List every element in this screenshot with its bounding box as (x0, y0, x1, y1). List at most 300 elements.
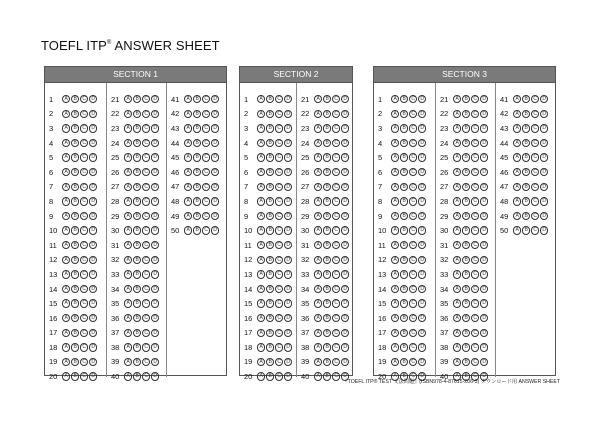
answer-bubble-d[interactable]: D (89, 110, 97, 118)
answer-bubble-c[interactable]: C (202, 110, 210, 118)
answer-bubble-a[interactable]: A (257, 197, 265, 205)
answer-bubble-d[interactable]: D (284, 372, 292, 380)
answer-bubble-c[interactable]: C (332, 197, 340, 205)
answer-bubble-d[interactable]: D (89, 285, 97, 293)
answer-bubble-b[interactable]: B (133, 285, 141, 293)
answer-bubble-c[interactable]: C (142, 358, 150, 366)
answer-bubble-b[interactable]: B (71, 168, 79, 176)
answer-bubble-d[interactable]: D (341, 314, 349, 322)
answer-bubble-a[interactable]: A (184, 153, 192, 161)
answer-bubble-d[interactable]: D (540, 95, 548, 103)
answer-bubble-a[interactable]: A (257, 183, 265, 191)
answer-bubble-c[interactable]: C (531, 212, 539, 220)
answer-bubble-d[interactable]: D (480, 314, 488, 322)
answer-bubble-d[interactable]: D (151, 372, 159, 380)
answer-bubble-b[interactable]: B (323, 153, 331, 161)
answer-bubble-c[interactable]: C (275, 168, 283, 176)
answer-bubble-c[interactable]: C (80, 256, 88, 264)
answer-bubble-d[interactable]: D (89, 270, 97, 278)
answer-bubble-c[interactable]: C (531, 183, 539, 191)
answer-bubble-c[interactable]: C (332, 372, 340, 380)
answer-bubble-c[interactable]: C (80, 110, 88, 118)
answer-bubble-c[interactable]: C (142, 168, 150, 176)
answer-bubble-b[interactable]: B (462, 270, 470, 278)
answer-bubble-a[interactable]: A (184, 110, 192, 118)
answer-bubble-b[interactable]: B (71, 212, 79, 220)
answer-bubble-d[interactable]: D (284, 285, 292, 293)
answer-bubble-d[interactable]: D (418, 372, 426, 380)
answer-bubble-d[interactable]: D (284, 299, 292, 307)
answer-bubble-c[interactable]: C (471, 168, 479, 176)
answer-bubble-c[interactable]: C (409, 124, 417, 132)
answer-bubble-c[interactable]: C (332, 212, 340, 220)
answer-bubble-d[interactable]: D (284, 226, 292, 234)
answer-bubble-d[interactable]: D (418, 110, 426, 118)
answer-bubble-d[interactable]: D (480, 372, 488, 380)
answer-bubble-d[interactable]: D (284, 329, 292, 337)
answer-bubble-a[interactable]: A (124, 95, 132, 103)
answer-bubble-a[interactable]: A (314, 270, 322, 278)
answer-bubble-d[interactable]: D (284, 124, 292, 132)
answer-bubble-d[interactable]: D (480, 110, 488, 118)
answer-bubble-c[interactable]: C (471, 358, 479, 366)
answer-bubble-a[interactable]: A (453, 226, 461, 234)
answer-bubble-a[interactable]: A (124, 168, 132, 176)
answer-bubble-c[interactable]: C (142, 314, 150, 322)
answer-bubble-b[interactable]: B (133, 110, 141, 118)
answer-bubble-d[interactable]: D (418, 358, 426, 366)
answer-bubble-d[interactable]: D (89, 226, 97, 234)
answer-bubble-d[interactable]: D (341, 139, 349, 147)
answer-bubble-a[interactable]: A (391, 329, 399, 337)
answer-bubble-c[interactable]: C (80, 285, 88, 293)
answer-bubble-c[interactable]: C (471, 256, 479, 264)
answer-bubble-d[interactable]: D (341, 343, 349, 351)
answer-bubble-b[interactable]: B (462, 358, 470, 366)
answer-bubble-d[interactable]: D (418, 270, 426, 278)
answer-bubble-b[interactable]: B (400, 168, 408, 176)
answer-bubble-c[interactable]: C (471, 183, 479, 191)
answer-bubble-c[interactable]: C (409, 256, 417, 264)
answer-bubble-c[interactable]: C (142, 139, 150, 147)
answer-bubble-a[interactable]: A (62, 343, 70, 351)
answer-bubble-d[interactable]: D (418, 329, 426, 337)
answer-bubble-d[interactable]: D (480, 270, 488, 278)
answer-bubble-b[interactable]: B (266, 168, 274, 176)
answer-bubble-b[interactable]: B (462, 226, 470, 234)
answer-bubble-d[interactable]: D (480, 285, 488, 293)
answer-bubble-c[interactable]: C (275, 299, 283, 307)
answer-bubble-a[interactable]: A (453, 153, 461, 161)
answer-bubble-d[interactable]: D (151, 329, 159, 337)
answer-bubble-a[interactable]: A (391, 110, 399, 118)
answer-bubble-d[interactable]: D (284, 358, 292, 366)
answer-bubble-b[interactable]: B (133, 226, 141, 234)
answer-bubble-c[interactable]: C (275, 197, 283, 205)
answer-bubble-c[interactable]: C (332, 124, 340, 132)
answer-bubble-d[interactable]: D (341, 212, 349, 220)
answer-bubble-d[interactable]: D (480, 153, 488, 161)
answer-bubble-d[interactable]: D (284, 168, 292, 176)
answer-bubble-d[interactable]: D (341, 197, 349, 205)
answer-bubble-d[interactable]: D (151, 139, 159, 147)
answer-bubble-b[interactable]: B (400, 372, 408, 380)
answer-bubble-c[interactable]: C (142, 197, 150, 205)
answer-bubble-a[interactable]: A (513, 168, 521, 176)
answer-bubble-c[interactable]: C (202, 124, 210, 132)
answer-bubble-a[interactable]: A (314, 226, 322, 234)
answer-bubble-c[interactable]: C (275, 329, 283, 337)
answer-bubble-b[interactable]: B (266, 285, 274, 293)
answer-bubble-a[interactable]: A (257, 372, 265, 380)
answer-bubble-a[interactable]: A (513, 139, 521, 147)
answer-bubble-b[interactable]: B (266, 212, 274, 220)
answer-bubble-b[interactable]: B (266, 256, 274, 264)
answer-bubble-b[interactable]: B (323, 183, 331, 191)
answer-bubble-d[interactable]: D (211, 212, 219, 220)
answer-bubble-a[interactable]: A (257, 285, 265, 293)
answer-bubble-d[interactable]: D (418, 212, 426, 220)
answer-bubble-d[interactable]: D (480, 197, 488, 205)
answer-bubble-c[interactable]: C (332, 241, 340, 249)
answer-bubble-a[interactable]: A (314, 299, 322, 307)
answer-bubble-b[interactable]: B (133, 372, 141, 380)
answer-bubble-c[interactable]: C (332, 329, 340, 337)
answer-bubble-c[interactable]: C (275, 358, 283, 366)
answer-bubble-a[interactable]: A (314, 197, 322, 205)
answer-bubble-d[interactable]: D (341, 329, 349, 337)
answer-bubble-c[interactable]: C (332, 139, 340, 147)
answer-bubble-d[interactable]: D (540, 183, 548, 191)
answer-bubble-d[interactable]: D (418, 153, 426, 161)
answer-bubble-c[interactable]: C (275, 241, 283, 249)
answer-bubble-d[interactable]: D (284, 256, 292, 264)
answer-bubble-d[interactable]: D (418, 256, 426, 264)
answer-bubble-a[interactable]: A (314, 329, 322, 337)
answer-bubble-a[interactable]: A (314, 95, 322, 103)
answer-bubble-a[interactable]: A (62, 285, 70, 293)
answer-bubble-b[interactable]: B (133, 329, 141, 337)
answer-bubble-a[interactable]: A (62, 314, 70, 322)
answer-bubble-d[interactable]: D (418, 285, 426, 293)
answer-bubble-b[interactable]: B (71, 110, 79, 118)
answer-bubble-b[interactable]: B (462, 168, 470, 176)
answer-bubble-d[interactable]: D (284, 95, 292, 103)
answer-bubble-b[interactable]: B (462, 139, 470, 147)
answer-bubble-c[interactable]: C (471, 329, 479, 337)
answer-bubble-d[interactable]: D (341, 372, 349, 380)
answer-bubble-d[interactable]: D (151, 110, 159, 118)
answer-bubble-b[interactable]: B (323, 95, 331, 103)
answer-bubble-a[interactable]: A (257, 226, 265, 234)
answer-bubble-c[interactable]: C (409, 110, 417, 118)
answer-bubble-b[interactable]: B (266, 270, 274, 278)
answer-bubble-a[interactable]: A (62, 168, 70, 176)
answer-bubble-d[interactable]: D (341, 110, 349, 118)
answer-bubble-c[interactable]: C (471, 285, 479, 293)
answer-bubble-a[interactable]: A (257, 153, 265, 161)
answer-bubble-c[interactable]: C (471, 270, 479, 278)
answer-bubble-a[interactable]: A (513, 95, 521, 103)
answer-bubble-b[interactable]: B (400, 358, 408, 366)
answer-bubble-a[interactable]: A (391, 270, 399, 278)
answer-bubble-a[interactable]: A (453, 270, 461, 278)
answer-bubble-d[interactable]: D (480, 124, 488, 132)
answer-bubble-b[interactable]: B (522, 212, 530, 220)
answer-bubble-a[interactable]: A (124, 183, 132, 191)
answer-bubble-d[interactable]: D (418, 226, 426, 234)
answer-bubble-a[interactable]: A (257, 95, 265, 103)
answer-bubble-c[interactable]: C (531, 168, 539, 176)
answer-bubble-d[interactable]: D (284, 110, 292, 118)
answer-bubble-c[interactable]: C (275, 226, 283, 234)
answer-bubble-b[interactable]: B (462, 95, 470, 103)
answer-bubble-a[interactable]: A (314, 124, 322, 132)
answer-bubble-d[interactable]: D (284, 153, 292, 161)
answer-bubble-d[interactable]: D (480, 329, 488, 337)
answer-bubble-b[interactable]: B (71, 197, 79, 205)
answer-bubble-b[interactable]: B (266, 183, 274, 191)
answer-bubble-a[interactable]: A (124, 212, 132, 220)
answer-bubble-d[interactable]: D (540, 168, 548, 176)
answer-bubble-a[interactable]: A (124, 124, 132, 132)
answer-bubble-a[interactable]: A (513, 226, 521, 234)
answer-bubble-a[interactable]: A (513, 183, 521, 191)
answer-bubble-c[interactable]: C (471, 343, 479, 351)
answer-bubble-a[interactable]: A (62, 183, 70, 191)
answer-bubble-d[interactable]: D (418, 343, 426, 351)
answer-bubble-d[interactable]: D (341, 285, 349, 293)
answer-bubble-a[interactable]: A (62, 226, 70, 234)
answer-bubble-a[interactable]: A (391, 197, 399, 205)
answer-bubble-b[interactable]: B (462, 153, 470, 161)
answer-bubble-b[interactable]: B (133, 358, 141, 366)
answer-bubble-b[interactable]: B (400, 110, 408, 118)
answer-bubble-d[interactable]: D (89, 358, 97, 366)
answer-bubble-d[interactable]: D (418, 168, 426, 176)
answer-bubble-d[interactable]: D (341, 168, 349, 176)
answer-bubble-a[interactable]: A (184, 226, 192, 234)
answer-bubble-d[interactable]: D (151, 124, 159, 132)
answer-bubble-a[interactable]: A (184, 124, 192, 132)
answer-bubble-a[interactable]: A (124, 314, 132, 322)
answer-bubble-b[interactable]: B (462, 183, 470, 191)
answer-bubble-a[interactable]: A (62, 299, 70, 307)
answer-bubble-b[interactable]: B (133, 212, 141, 220)
answer-bubble-d[interactable]: D (151, 212, 159, 220)
answer-bubble-a[interactable]: A (62, 270, 70, 278)
answer-bubble-b[interactable]: B (193, 197, 201, 205)
answer-bubble-a[interactable]: A (124, 139, 132, 147)
answer-bubble-c[interactable]: C (142, 372, 150, 380)
answer-bubble-b[interactable]: B (400, 299, 408, 307)
answer-bubble-c[interactable]: C (332, 183, 340, 191)
answer-bubble-a[interactable]: A (513, 124, 521, 132)
answer-bubble-a[interactable]: A (62, 95, 70, 103)
answer-bubble-a[interactable]: A (314, 139, 322, 147)
answer-bubble-b[interactable]: B (71, 183, 79, 191)
answer-bubble-b[interactable]: B (133, 256, 141, 264)
answer-bubble-b[interactable]: B (266, 110, 274, 118)
answer-bubble-c[interactable]: C (471, 299, 479, 307)
answer-bubble-c[interactable]: C (409, 139, 417, 147)
answer-bubble-a[interactable]: A (453, 95, 461, 103)
answer-bubble-d[interactable]: D (151, 226, 159, 234)
answer-bubble-b[interactable]: B (323, 299, 331, 307)
answer-bubble-d[interactable]: D (480, 226, 488, 234)
answer-bubble-c[interactable]: C (275, 110, 283, 118)
answer-bubble-c[interactable]: C (80, 241, 88, 249)
answer-bubble-c[interactable]: C (202, 197, 210, 205)
answer-bubble-b[interactable]: B (193, 168, 201, 176)
answer-bubble-a[interactable]: A (62, 110, 70, 118)
answer-bubble-c[interactable]: C (332, 314, 340, 322)
answer-bubble-d[interactable]: D (151, 358, 159, 366)
answer-bubble-b[interactable]: B (522, 139, 530, 147)
answer-bubble-b[interactable]: B (323, 226, 331, 234)
answer-bubble-b[interactable]: B (400, 256, 408, 264)
answer-bubble-d[interactable]: D (151, 256, 159, 264)
answer-bubble-c[interactable]: C (275, 183, 283, 191)
answer-bubble-b[interactable]: B (462, 285, 470, 293)
answer-bubble-d[interactable]: D (211, 124, 219, 132)
answer-bubble-b[interactable]: B (400, 183, 408, 191)
answer-bubble-b[interactable]: B (266, 372, 274, 380)
answer-bubble-a[interactable]: A (391, 358, 399, 366)
answer-bubble-b[interactable]: B (71, 153, 79, 161)
answer-bubble-b[interactable]: B (71, 241, 79, 249)
answer-bubble-a[interactable]: A (314, 256, 322, 264)
answer-bubble-c[interactable]: C (80, 139, 88, 147)
answer-bubble-c[interactable]: C (80, 358, 88, 366)
answer-bubble-d[interactable]: D (89, 256, 97, 264)
answer-bubble-a[interactable]: A (391, 299, 399, 307)
answer-bubble-a[interactable]: A (391, 226, 399, 234)
answer-bubble-a[interactable]: A (184, 139, 192, 147)
answer-bubble-a[interactable]: A (257, 299, 265, 307)
answer-bubble-d[interactable]: D (211, 183, 219, 191)
answer-bubble-b[interactable]: B (400, 197, 408, 205)
answer-bubble-c[interactable]: C (332, 343, 340, 351)
answer-bubble-b[interactable]: B (323, 110, 331, 118)
answer-bubble-a[interactable]: A (314, 372, 322, 380)
answer-bubble-d[interactable]: D (284, 314, 292, 322)
answer-bubble-c[interactable]: C (275, 139, 283, 147)
answer-bubble-b[interactable]: B (71, 285, 79, 293)
answer-bubble-b[interactable]: B (133, 139, 141, 147)
answer-bubble-a[interactable]: A (62, 153, 70, 161)
answer-bubble-d[interactable]: D (480, 299, 488, 307)
answer-bubble-c[interactable]: C (142, 256, 150, 264)
answer-bubble-d[interactable]: D (211, 110, 219, 118)
answer-bubble-b[interactable]: B (133, 270, 141, 278)
answer-bubble-a[interactable]: A (314, 153, 322, 161)
answer-bubble-c[interactable]: C (409, 343, 417, 351)
answer-bubble-c[interactable]: C (275, 314, 283, 322)
answer-bubble-c[interactable]: C (332, 153, 340, 161)
answer-bubble-c[interactable]: C (142, 226, 150, 234)
answer-bubble-a[interactable]: A (257, 329, 265, 337)
answer-bubble-b[interactable]: B (266, 358, 274, 366)
answer-bubble-d[interactable]: D (89, 241, 97, 249)
answer-bubble-c[interactable]: C (80, 95, 88, 103)
answer-bubble-d[interactable]: D (211, 139, 219, 147)
answer-bubble-c[interactable]: C (275, 124, 283, 132)
answer-bubble-d[interactable]: D (341, 256, 349, 264)
answer-bubble-a[interactable]: A (257, 139, 265, 147)
answer-bubble-c[interactable]: C (202, 226, 210, 234)
answer-bubble-b[interactable]: B (323, 358, 331, 366)
answer-bubble-b[interactable]: B (193, 124, 201, 132)
answer-bubble-c[interactable]: C (202, 95, 210, 103)
answer-bubble-b[interactable]: B (522, 110, 530, 118)
answer-bubble-d[interactable]: D (480, 212, 488, 220)
answer-bubble-d[interactable]: D (284, 212, 292, 220)
answer-bubble-b[interactable]: B (133, 95, 141, 103)
answer-bubble-d[interactable]: D (151, 153, 159, 161)
answer-bubble-b[interactable]: B (462, 314, 470, 322)
answer-bubble-b[interactable]: B (522, 153, 530, 161)
answer-bubble-a[interactable]: A (513, 212, 521, 220)
answer-bubble-b[interactable]: B (323, 124, 331, 132)
answer-bubble-d[interactable]: D (540, 124, 548, 132)
answer-bubble-d[interactable]: D (480, 256, 488, 264)
answer-bubble-c[interactable]: C (409, 183, 417, 191)
answer-bubble-b[interactable]: B (522, 226, 530, 234)
answer-bubble-b[interactable]: B (323, 372, 331, 380)
answer-bubble-d[interactable]: D (418, 314, 426, 322)
answer-bubble-a[interactable]: A (391, 153, 399, 161)
answer-bubble-c[interactable]: C (471, 153, 479, 161)
answer-bubble-a[interactable]: A (124, 197, 132, 205)
answer-bubble-a[interactable]: A (391, 314, 399, 322)
answer-bubble-c[interactable]: C (202, 212, 210, 220)
answer-bubble-a[interactable]: A (184, 168, 192, 176)
answer-bubble-b[interactable]: B (462, 256, 470, 264)
answer-bubble-b[interactable]: B (323, 168, 331, 176)
answer-bubble-d[interactable]: D (211, 197, 219, 205)
answer-bubble-b[interactable]: B (522, 183, 530, 191)
answer-bubble-b[interactable]: B (71, 358, 79, 366)
answer-bubble-a[interactable]: A (62, 372, 70, 380)
answer-bubble-a[interactable]: A (314, 314, 322, 322)
answer-bubble-b[interactable]: B (462, 212, 470, 220)
answer-bubble-d[interactable]: D (418, 299, 426, 307)
answer-bubble-b[interactable]: B (323, 197, 331, 205)
answer-bubble-d[interactable]: D (480, 183, 488, 191)
answer-bubble-a[interactable]: A (62, 124, 70, 132)
answer-bubble-b[interactable]: B (133, 299, 141, 307)
answer-bubble-b[interactable]: B (266, 226, 274, 234)
answer-bubble-a[interactable]: A (314, 168, 322, 176)
answer-bubble-d[interactable]: D (151, 270, 159, 278)
answer-bubble-a[interactable]: A (124, 372, 132, 380)
answer-bubble-b[interactable]: B (266, 124, 274, 132)
answer-bubble-a[interactable]: A (257, 110, 265, 118)
answer-bubble-b[interactable]: B (323, 139, 331, 147)
answer-bubble-d[interactable]: D (540, 110, 548, 118)
answer-bubble-a[interactable]: A (391, 95, 399, 103)
answer-bubble-a[interactable]: A (513, 110, 521, 118)
answer-bubble-a[interactable]: A (453, 343, 461, 351)
answer-bubble-a[interactable]: A (453, 110, 461, 118)
answer-bubble-a[interactable]: A (62, 139, 70, 147)
answer-bubble-a[interactable]: A (391, 372, 399, 380)
answer-bubble-d[interactable]: D (284, 343, 292, 351)
answer-bubble-c[interactable]: C (471, 110, 479, 118)
answer-bubble-c[interactable]: C (80, 124, 88, 132)
answer-bubble-d[interactable]: D (89, 329, 97, 337)
